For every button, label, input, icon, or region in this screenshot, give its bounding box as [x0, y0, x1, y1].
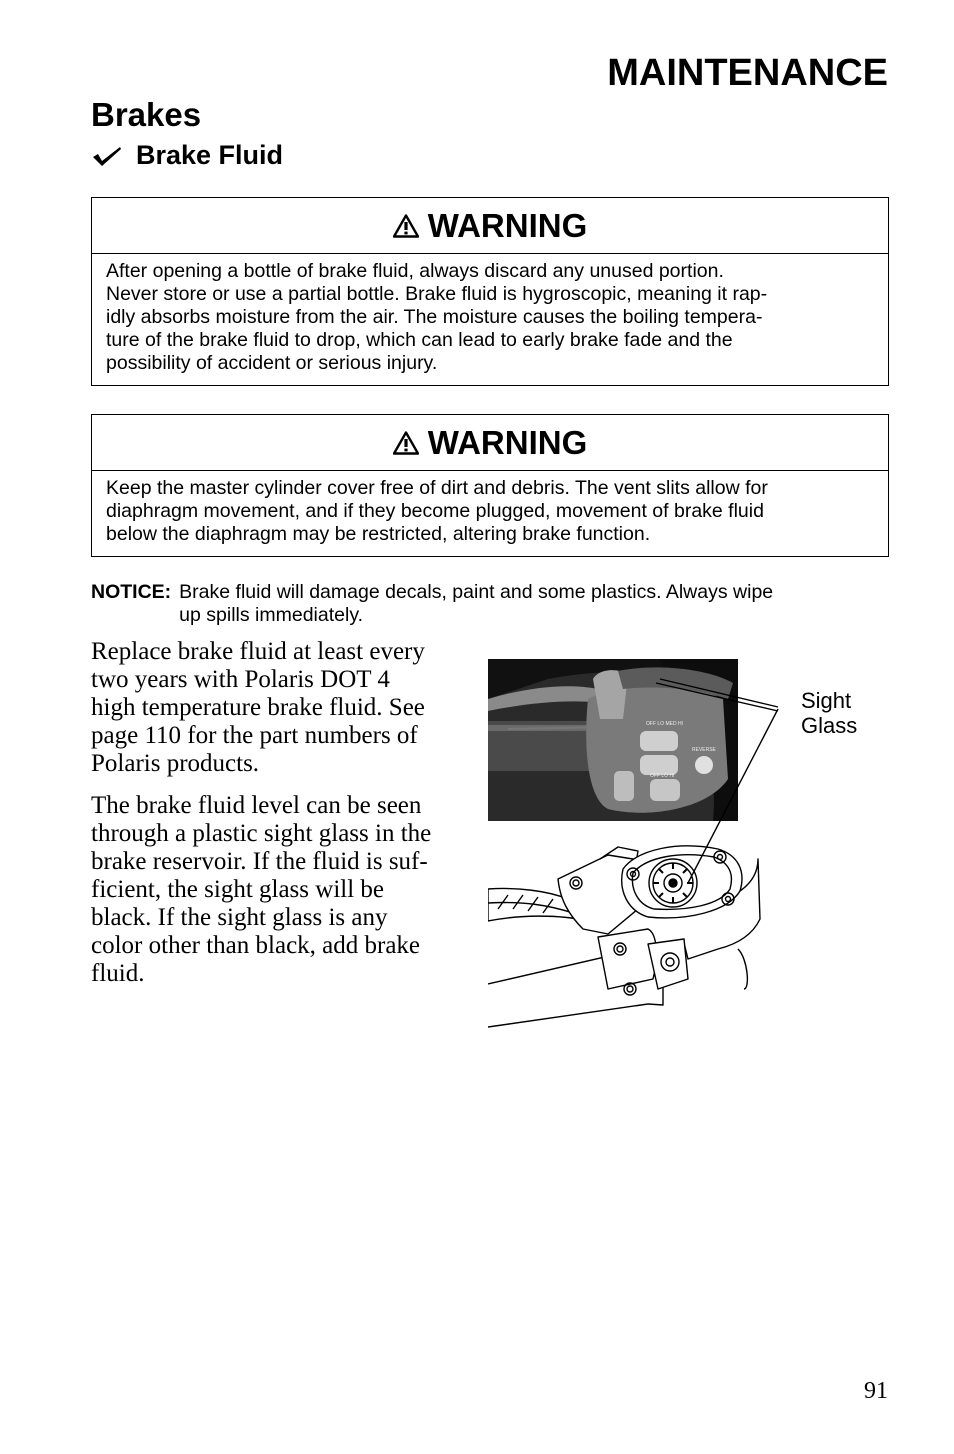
callout-line: Sight: [801, 688, 852, 713]
paragraph-line: color other than black, add brake: [91, 932, 421, 959]
notice-label: NOTICE:: [91, 581, 172, 603]
notice-line: Brake fluid will damage decals, paint and some plastics. Always wipe: [179, 581, 774, 603]
sight-glass-callout: [801, 688, 857, 738]
warning-line: idly absorbs moisture from the air. The moisture causes the boiling tempera-: [106, 306, 763, 328]
master-cylinder-drawing: [488, 846, 760, 1027]
warning-triangle-icon: [393, 214, 419, 238]
paragraph-line: through a plastic sight glass in the: [91, 820, 432, 847]
subheading: [91, 140, 283, 171]
notice: [91, 581, 891, 627]
switch-housing-photo: [488, 659, 738, 821]
paragraph-line: ficient, the sight glass will be: [91, 876, 385, 903]
paragraph-line: black. If the sight glass is any: [91, 904, 388, 931]
warning-line: Keep the master cylinder cover free of dirt and debris. The vent slits allow for: [106, 477, 768, 499]
warning-line: possibility of accident or serious injury.: [106, 352, 438, 374]
paragraph-line: brake reservoir. If the fluid is suf-: [91, 848, 428, 875]
warning-body: [92, 471, 888, 556]
switch-label-right: REVERSE: [692, 747, 716, 753]
warning-header: [92, 415, 888, 471]
warning-line: After opening a bottle of brake fluid, always discard any unused portion.: [106, 260, 724, 282]
warning-body: [92, 254, 888, 385]
page-heading: Brakes: [91, 96, 202, 133]
paragraph-line: fluid.: [91, 960, 145, 987]
warning-box-2: [91, 414, 889, 557]
warning-title: WARNING: [427, 423, 588, 461]
warning-line: below the diaphragm may be restricted, altering brake function.: [106, 523, 651, 545]
warning-header: [92, 198, 888, 254]
paragraph-line: The brake fluid level can be seen: [91, 792, 422, 819]
page-number: 91: [864, 1378, 888, 1404]
paragraph-line: two years with Polaris DOT 4: [91, 666, 390, 693]
section-title: MAINTENANCE: [607, 52, 888, 94]
warning-line: diaphragm movement, and if they become plugged, movement of brake fluid: [106, 500, 764, 522]
switch-label-bottom: OFF LO HI: [650, 773, 675, 779]
paragraph-line: high temperature brake fluid. See: [91, 694, 425, 721]
paragraph-line: page 110 for the part numbers of: [91, 722, 418, 749]
notice-line: up spills immediately.: [179, 604, 364, 626]
warning-title: WARNING: [427, 206, 588, 244]
warning-line: ture of the brake fluid to drop, which can lead to early brake fade and the: [106, 329, 733, 351]
notice-text: [179, 581, 773, 627]
warning-triangle-icon: [393, 431, 419, 455]
callout-line: Glass: [801, 713, 858, 738]
subheading-text: Brake Fluid: [136, 140, 284, 170]
checkmark-icon: [91, 144, 123, 168]
switch-label-top: OFF LO MED HI: [646, 721, 683, 727]
warning-line: Never store or use a partial bottle. Brake fluid is hygroscopic, meaning it rap-: [106, 283, 768, 305]
paragraph-line: Polaris products.: [91, 750, 260, 777]
warning-box-1: [91, 197, 889, 386]
paragraph-replace-fluid: [91, 638, 471, 778]
paragraph-line: Replace brake fluid at least every: [91, 638, 425, 665]
paragraph-sight-glass: [91, 792, 471, 988]
